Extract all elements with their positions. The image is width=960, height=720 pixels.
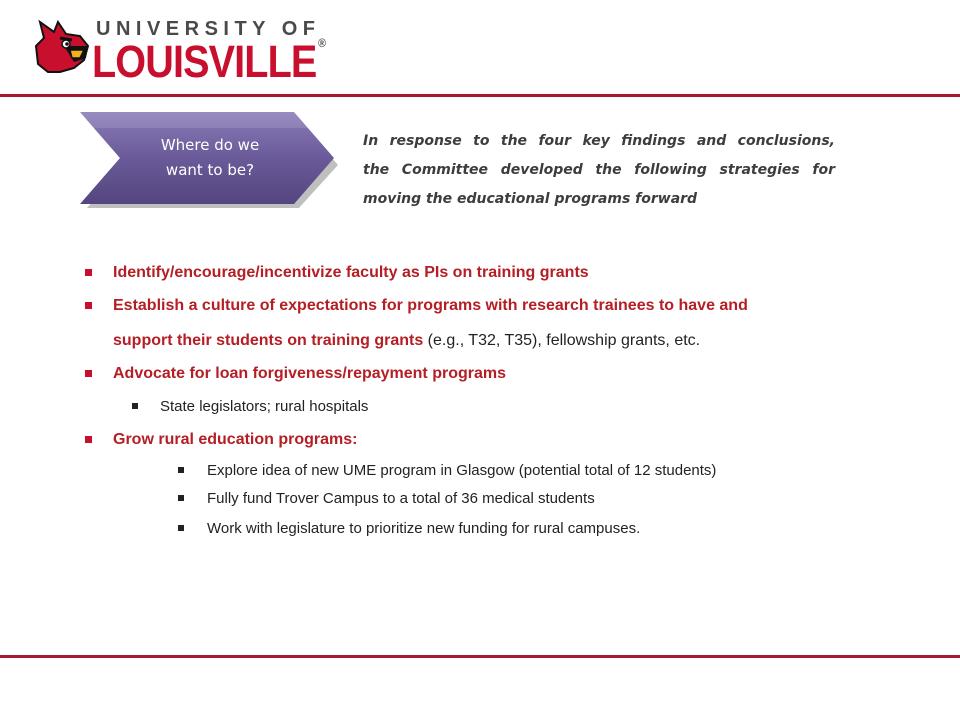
list-item [113,364,506,384]
intro-paragraph [363,127,835,214]
list-item-continuation [113,331,700,351]
bullet-marker-icon [178,467,184,473]
university-logo [30,14,340,86]
bullet-marker-icon [132,403,138,409]
list-item [113,430,357,450]
logo-line-louisville [92,36,325,88]
bullet-marker-icon [178,495,184,501]
list-item-text: State legislators; rural hospitals [160,398,369,415]
chevron-label-line2: want to be? [165,161,255,179]
bullet-marker-icon [178,525,184,531]
list-item-text: Work with legislature to prioritize new funding for rural campuses. [207,520,641,537]
list-item-text: Fully fund Trover Campus to a total of 36 medical students [207,490,595,507]
bullet-marker-icon [85,302,92,309]
list-item-text-normal: (e.g., T32, T35), fellowship grants, etc. [423,332,701,349]
list-item [113,296,748,316]
list-item-text: Advocate for loan forgiveness/repayment programs [113,365,506,382]
chevron-label [128,133,292,183]
list-item-text-bold: support their students on training grants [113,332,424,349]
sub-list-item [160,397,368,417]
bullet-marker-icon [85,269,92,276]
chevron-label-line1: Where do we [160,136,260,154]
sub-list-item [207,519,640,539]
bullet-marker-icon [85,436,92,443]
cardinal-icon [30,16,92,78]
top-divider [0,94,960,97]
bullet-marker-icon [85,370,92,377]
list-item-text: Establish a culture of expectations for programs with research trainees to have and [113,297,748,314]
logo-line-university: UNIVERSITY OF [96,18,321,40]
intro-line-2: the Committee developed the following strategies for [363,162,835,178]
list-item-text: Grow rural education programs: [113,431,358,448]
list-item [113,263,589,283]
intro-line-3: moving the educational programs forward [363,191,698,207]
intro-line-1: In response to the four key findings and conclusions, [363,133,835,149]
list-item-text: Identify/encourage/incentivize faculty as PIs on training grants [113,264,589,281]
sub-list-item [207,489,595,509]
sub-list-item [207,461,716,481]
bottom-divider [0,655,960,658]
logo-wordmark: LOUISVILLE [92,36,317,87]
registered-mark: ® [318,36,326,50]
list-item-text: Explore idea of new UME program in Glasgow (potential total of 12 students) [207,462,717,479]
